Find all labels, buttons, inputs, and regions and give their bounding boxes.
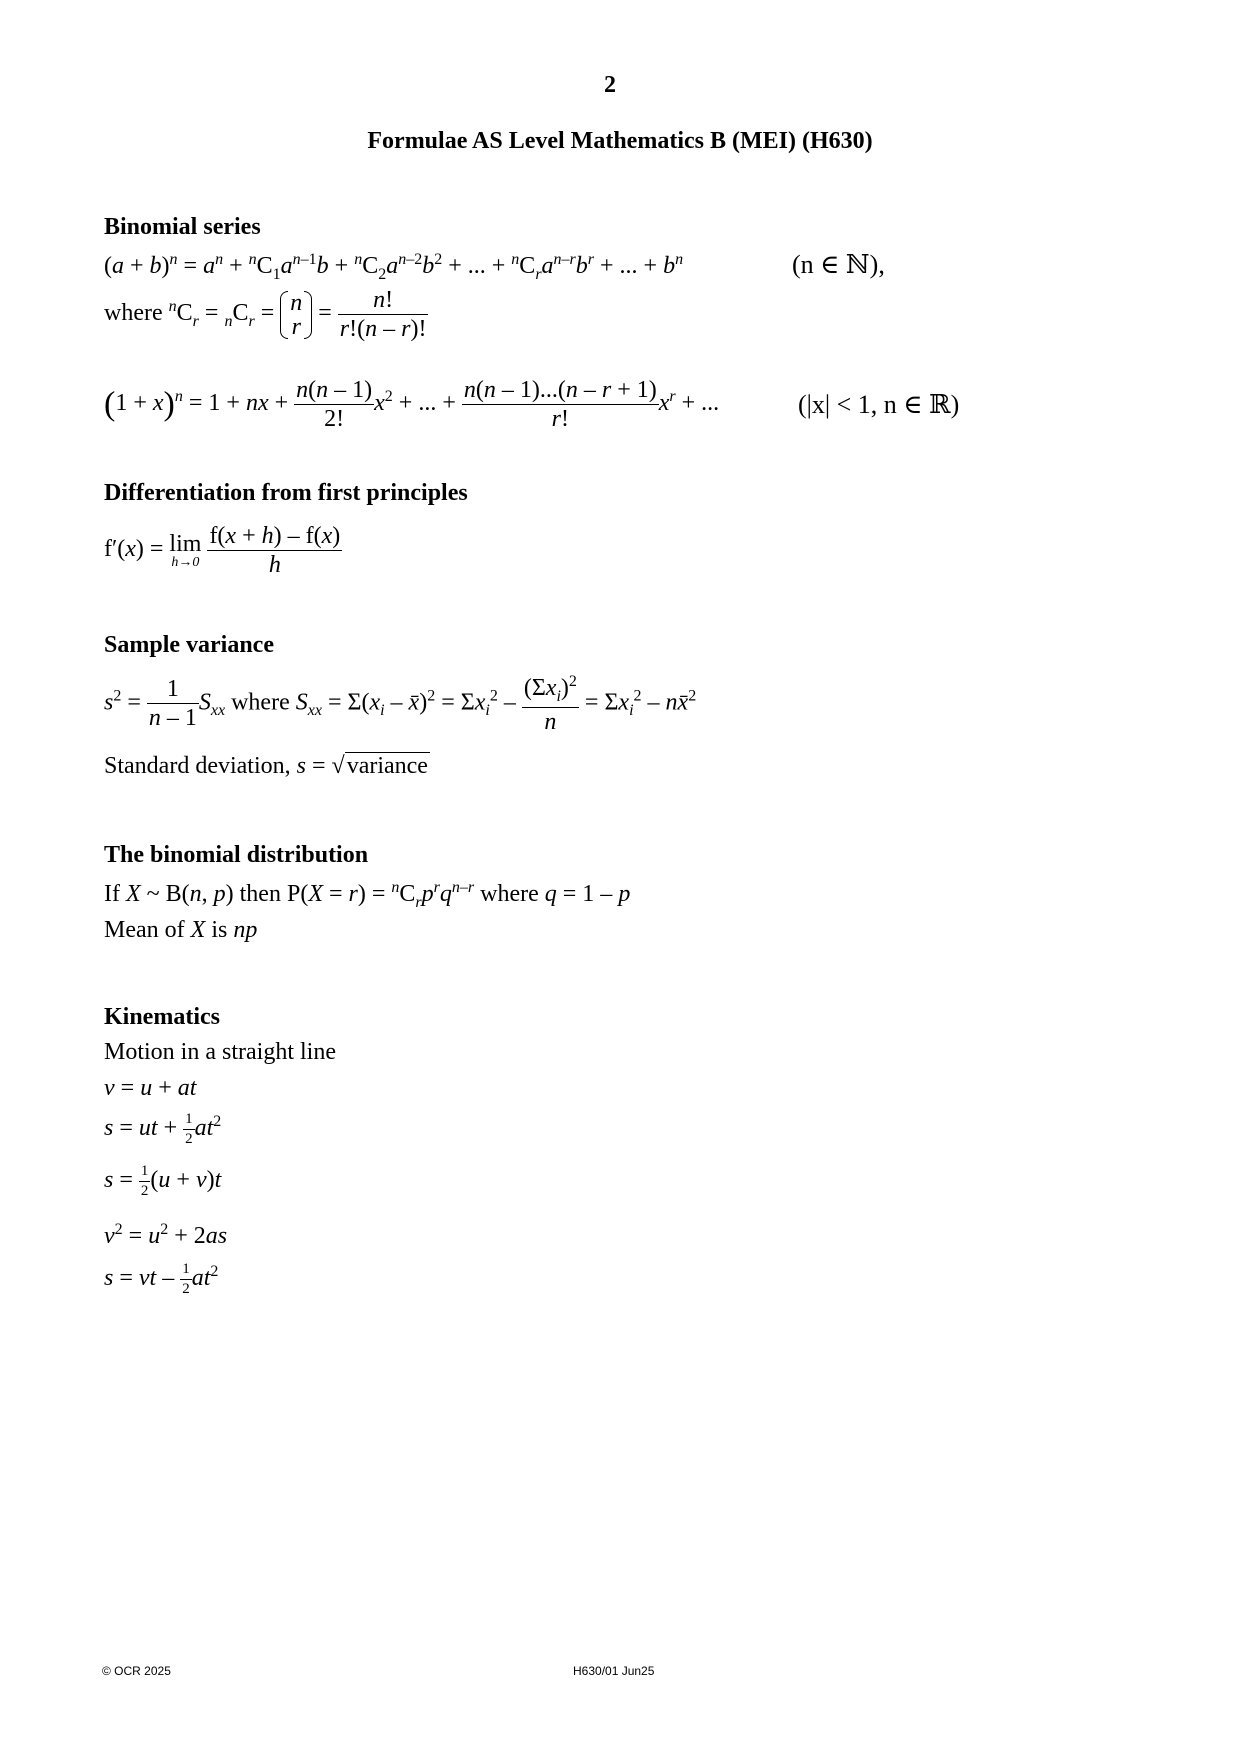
- sample-variance-formula: $s^2$ = $\frac{1}{n - 1}$ $S_{xx}$ where $S_{xx} = \Sigma(x_i$ – x̄)$^2$ = $\Sigma x_i^2$ – $\frac{(\Sigma x_i)^2}{n}$ = $\Sigma x_i^2$ – nx̄$^2$: [104, 673, 697, 735]
- footer-copyright: © OCR 2025: [102, 1664, 171, 1678]
- page-number: 2: [604, 72, 616, 98]
- binomial-expansion-formula: $(a + b)^n = a^n + ^nC_1a^{n-1}b + ^nC_2a^{n-2}b^2$ + ... + $^nC_ra^{n-r}b^r$ + ... + $b^n$: [104, 251, 684, 283]
- binomial-condition-natural: (n ∈ ℕ),: [792, 250, 885, 279]
- sum-squared-fraction: $\frac{(\Sigma x_i)^2}{n}$: [523, 673, 577, 735]
- standard-deviation-formula: Standard deviation, s = √variance: [104, 753, 428, 779]
- first-principles-formula: f′(x) = lim h→0 $\frac{f(x + h) - f(x)}{h}$: [104, 523, 341, 578]
- suvat-equation-5: s = vt – $\frac{1}{2}$ $at^2$: [104, 1261, 219, 1297]
- then-label: then: [239, 881, 281, 907]
- if-label: If: [104, 881, 120, 907]
- sqrt-variance: variance: [346, 753, 428, 779]
- is-label: is: [211, 917, 228, 943]
- combination-definition: where $^nC_r = _nC_r$ = n r = $\frac{n!}{r!(n - r)!}$: [104, 287, 427, 342]
- binomial-series-heading: Binomial series: [104, 214, 261, 240]
- page-title: Formulae AS Level Mathematics B (MEI) (H630): [367, 128, 873, 154]
- suvat-equation-4: $v^2 = u^2 + 2as$: [104, 1221, 228, 1249]
- binomial-distribution-formula: If X ~ B(n, p) then $P(X = r) = ^nC_rp^rq^{n-r}$ where q = 1 – p: [104, 879, 631, 911]
- variance-fraction: $\frac{1}{n - 1}$: [148, 676, 197, 732]
- second-term-fraction: $\frac{n(n - 1)}{2!}$: [296, 377, 373, 432]
- general-term-fraction: $\frac{n(n - 1)...(n - r + 1)}{r!}$: [463, 377, 657, 432]
- kinematics-subheading: Motion in a straight line: [104, 1039, 336, 1065]
- where-label: where: [231, 689, 290, 716]
- binomial-mean: Mean of X is np: [104, 917, 258, 943]
- general-binomial-formula: $(1 + x)^n = 1$ + nx + $\frac{n(n - 1)}{2!}$ $x^2$ + ... + $\frac{n(n - 1)...(n - r + 1)}{r!}$ $x^r$ + ...: [104, 377, 720, 432]
- binomial-coefficient: n r: [280, 291, 312, 339]
- suvat-equation-2: s = ut + $\frac{1}{2}$ $at^2$: [104, 1111, 222, 1147]
- limit-operator: lim h→0: [169, 530, 202, 570]
- sample-variance-heading: Sample variance: [104, 632, 274, 658]
- mean-label: Mean of: [104, 917, 185, 943]
- difference-quotient: $\frac{f(x + h) - f(x)}{h}$: [209, 523, 341, 578]
- footer-paper-code: H630/01 Jun25: [573, 1664, 655, 1678]
- suvat-equation-3: s = $\frac{1}{2}$ (u + v)t: [104, 1163, 222, 1199]
- kinematics-heading: Kinematics: [104, 1004, 220, 1030]
- factorial-fraction: $\frac{n!}{r!(n - r)!}$: [339, 287, 427, 342]
- binomial-condition-real: (|x| < 1, n ∈ ℝ): [798, 390, 960, 419]
- where-label: where: [104, 300, 163, 327]
- suvat-equation-1: v = u + at: [104, 1075, 197, 1101]
- where-label: where: [480, 881, 539, 907]
- sd-label: Standard deviation,: [104, 753, 291, 779]
- differentiation-heading: Differentiation from first principles: [104, 480, 468, 506]
- binomial-distribution-heading: The binomial distribution: [104, 842, 369, 868]
